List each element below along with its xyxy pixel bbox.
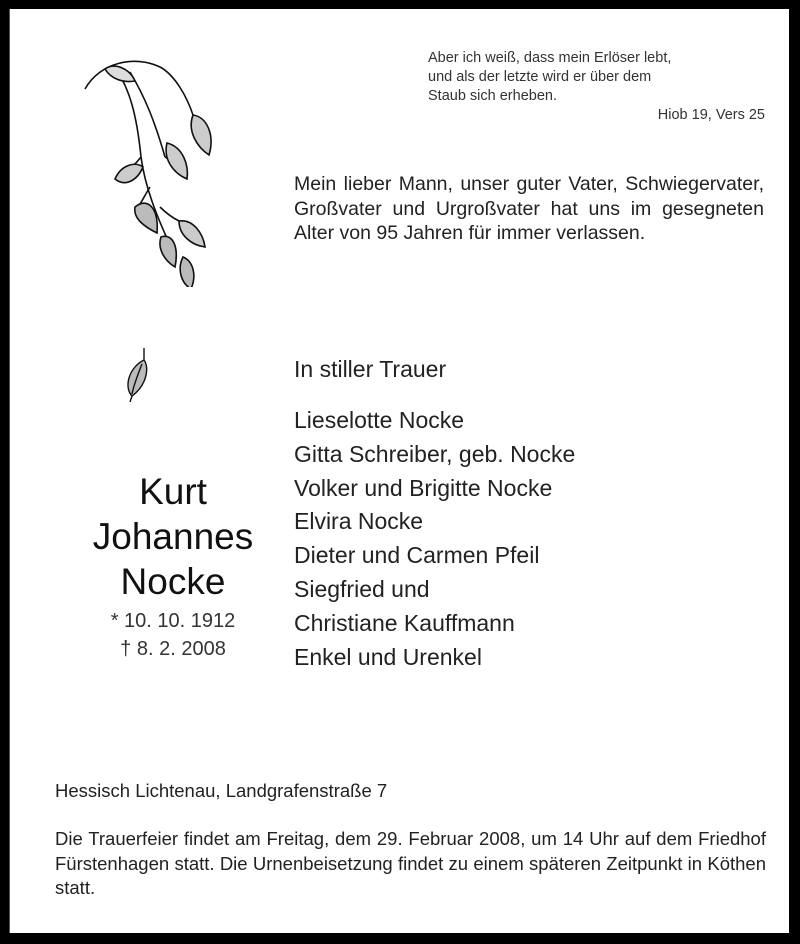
obituary-card [9, 9, 789, 933]
mourner-name: Siegfried und [294, 575, 430, 602]
life-dates [30, 607, 316, 663]
address: Hessisch Lichtenau, Landgrafenstraße 7 [55, 780, 388, 801]
verse-reference: Hiob 19, Vers 25 [657, 107, 765, 123]
mourner-name: Dieter und Carmen Pfeil [294, 542, 540, 569]
death-date: † 8. 2. 2008 [120, 638, 226, 660]
single-leaf-icon [120, 346, 152, 402]
mourners-list [294, 404, 575, 674]
mourner-name: Enkel und Urenkel [294, 643, 482, 670]
deceased-first-name: Kurt [139, 471, 207, 512]
bible-verse [428, 49, 765, 125]
mourner-name: Christiane Kauffmann [294, 609, 515, 636]
verse-line: und als der letzte wird er über dem [428, 69, 652, 85]
deceased-name [30, 469, 316, 604]
mourner-name: Lieselotte Nocke [294, 407, 465, 433]
mourner-name: Elvira Nocke [294, 508, 424, 535]
deceased-last-name: Nocke [120, 561, 226, 602]
mourning-heading: In stiller Trauer [294, 356, 447, 382]
mourner-name: Gitta Schreiber, geb. Nocke [294, 440, 576, 467]
birch-branch-icon [75, 47, 225, 287]
birth-date: * 10. 10. 1912 [110, 610, 236, 632]
deceased-middle-name: Johannes [92, 516, 254, 557]
verse-line: Staub sich erheben. [428, 88, 557, 104]
intro-text: Mein lieber Mann, unser guter Vater, Schwiegervater, Großvater und Urgroßvater hat uns im gesegneten Alter von 95 Jahren für immer verlassen. [294, 173, 764, 244]
mourner-name: Volker und Brigitte Nocke [294, 474, 553, 501]
funeral-notice: Die Trauerfeier findet am Freitag, dem 29. Februar 2008, um 14 Uhr auf dem Friedhof Fürstenhagen statt. Die Urnenbeisetzung findet zu einem späteren Zeitpunkt in Köthen statt. [55, 828, 766, 898]
verse-line: Aber ich weiß, dass mein Erlöser lebt, [428, 50, 672, 66]
